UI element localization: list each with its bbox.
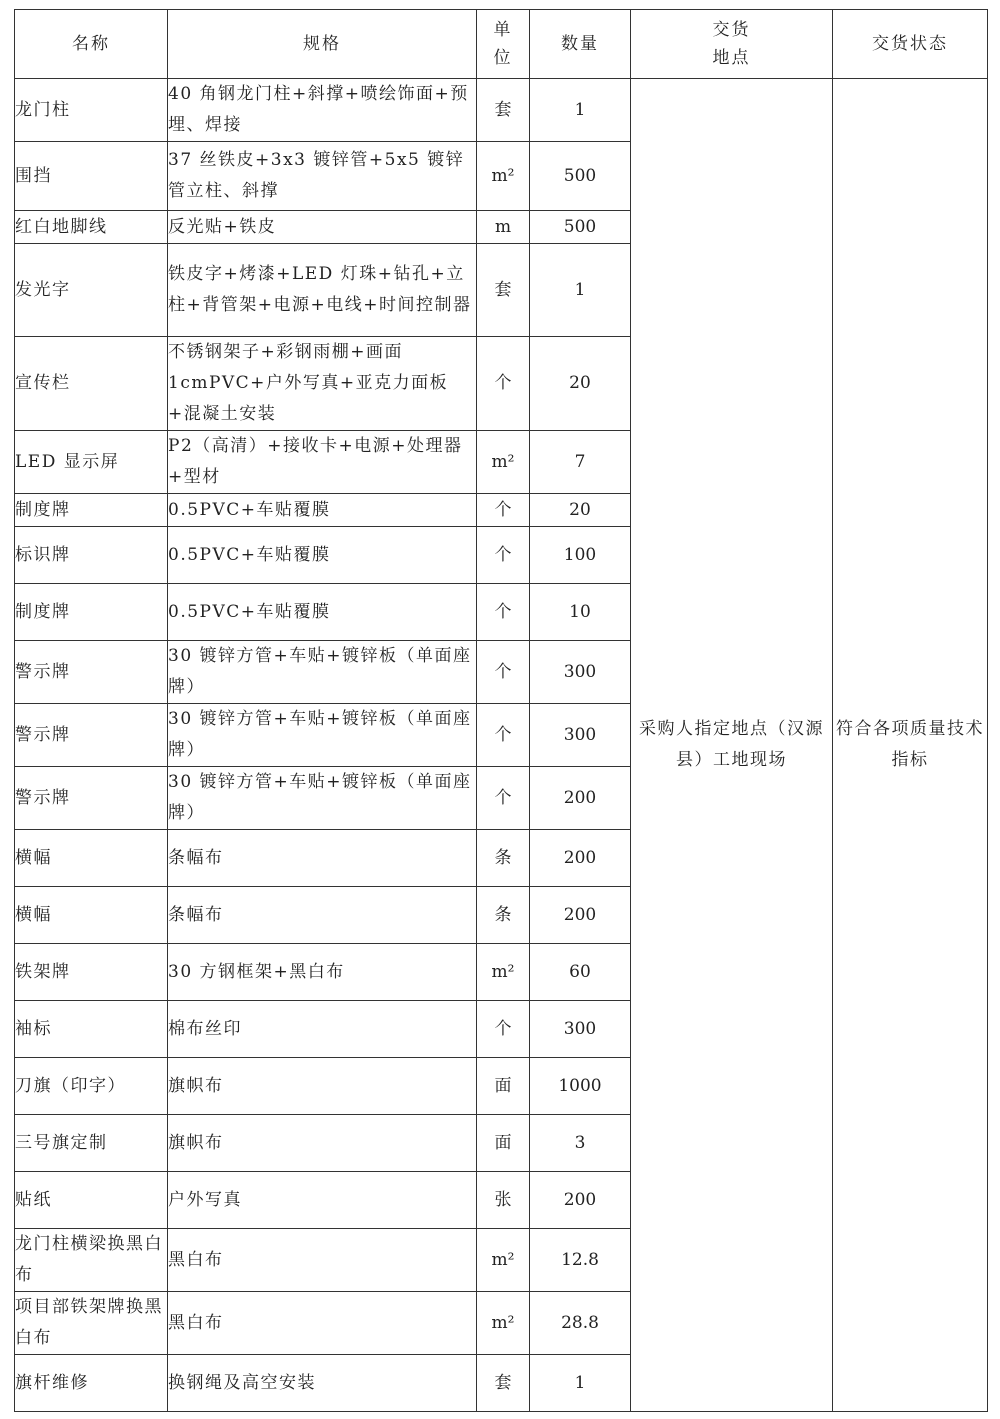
item-unit: 套 <box>477 1355 530 1412</box>
item-unit: 条 <box>477 887 530 944</box>
item-unit: m <box>477 211 530 244</box>
item-spec: 30 镀锌方管+车贴+镀锌板（单面座牌） <box>168 704 477 767</box>
item-spec: 0.5PVC+车贴覆膜 <box>168 494 477 527</box>
item-spec: 30 方钢框架+黑白布 <box>168 944 477 1001</box>
item-spec: 40 角钢龙门柱+斜撑+喷绘饰面+预埋、焊接 <box>168 79 477 142</box>
item-quantity: 200 <box>530 830 631 887</box>
item-quantity: 28.8 <box>530 1292 631 1355</box>
item-quantity: 20 <box>530 337 631 431</box>
item-name: 制度牌 <box>15 584 168 641</box>
header-name: 名称 <box>15 10 168 79</box>
item-spec: 反光贴+铁皮 <box>168 211 477 244</box>
header-place-line2: 地点 <box>712 48 751 68</box>
delivery-table <box>14 9 988 1412</box>
item-name: 红白地脚线 <box>15 211 168 244</box>
item-quantity: 300 <box>530 641 631 704</box>
item-spec: 37 丝铁皮+3x3 镀锌管+5x5 镀锌管立柱、斜撑 <box>168 142 477 211</box>
item-spec: 条幅布 <box>168 887 477 944</box>
item-unit: 个 <box>477 527 530 584</box>
item-unit: m² <box>477 1229 530 1292</box>
item-quantity: 7 <box>530 431 631 494</box>
item-name: 横幅 <box>15 830 168 887</box>
item-unit: m² <box>477 944 530 1001</box>
item-quantity: 3 <box>530 1115 631 1172</box>
item-name: 龙门柱横梁换黑白布 <box>15 1229 168 1292</box>
item-name: 警示牌 <box>15 641 168 704</box>
header-place-line1: 交货 <box>712 20 751 40</box>
item-spec: 旗帜布 <box>168 1058 477 1115</box>
header-unit-line2: 位 <box>493 48 513 68</box>
item-unit: 个 <box>477 704 530 767</box>
item-name: 警示牌 <box>15 704 168 767</box>
item-quantity: 300 <box>530 1001 631 1058</box>
item-name: 刀旗（印字） <box>15 1058 168 1115</box>
item-quantity: 500 <box>530 211 631 244</box>
item-quantity: 1 <box>530 1355 631 1412</box>
header-place <box>631 10 833 79</box>
item-unit: 个 <box>477 641 530 704</box>
item-name: LED 显示屏 <box>15 431 168 494</box>
item-unit: 面 <box>477 1115 530 1172</box>
item-spec: 0.5PVC+车贴覆膜 <box>168 584 477 641</box>
item-unit: 个 <box>477 767 530 830</box>
item-quantity: 200 <box>530 1172 631 1229</box>
delivery-place: 采购人指定地点（汉源县）工地现场 <box>631 79 833 1412</box>
item-name: 项目部铁架牌换黑白布 <box>15 1292 168 1355</box>
item-name: 警示牌 <box>15 767 168 830</box>
item-unit: 面 <box>477 1058 530 1115</box>
item-quantity: 200 <box>530 767 631 830</box>
item-name: 袖标 <box>15 1001 168 1058</box>
header-unit-line1: 单 <box>493 20 513 40</box>
item-spec: 换钢绳及高空安装 <box>168 1355 477 1412</box>
item-unit: 个 <box>477 337 530 431</box>
item-unit: 套 <box>477 244 530 337</box>
item-quantity: 1000 <box>530 1058 631 1115</box>
item-unit: m² <box>477 142 530 211</box>
item-spec: 黑白布 <box>168 1229 477 1292</box>
item-spec: P2（高清）+接收卡+电源+处理器+型材 <box>168 431 477 494</box>
item-spec: 铁皮字+烤漆+LED 灯珠+钻孔+立柱+背管架+电源+电线+时间控制器 <box>168 244 477 337</box>
header-qty: 数量 <box>530 10 631 79</box>
item-name: 制度牌 <box>15 494 168 527</box>
item-unit: 个 <box>477 494 530 527</box>
item-quantity: 300 <box>530 704 631 767</box>
item-spec: 30 镀锌方管+车贴+镀锌板（单面座牌） <box>168 767 477 830</box>
item-unit: 个 <box>477 1001 530 1058</box>
item-spec: 30 镀锌方管+车贴+镀锌板（单面座牌） <box>168 641 477 704</box>
table-row <box>15 79 988 142</box>
item-spec: 条幅布 <box>168 830 477 887</box>
header-spec: 规格 <box>168 10 477 79</box>
item-quantity: 200 <box>530 887 631 944</box>
item-quantity: 100 <box>530 527 631 584</box>
item-spec: 户外写真 <box>168 1172 477 1229</box>
item-name: 三号旗定制 <box>15 1115 168 1172</box>
header-unit <box>477 10 530 79</box>
item-quantity: 12.8 <box>530 1229 631 1292</box>
item-spec: 0.5PVC+车贴覆膜 <box>168 527 477 584</box>
delivery-status: 符合各项质量技术指标 <box>833 79 988 1412</box>
item-spec: 棉布丝印 <box>168 1001 477 1058</box>
item-unit: 套 <box>477 79 530 142</box>
item-name: 围挡 <box>15 142 168 211</box>
item-name: 龙门柱 <box>15 79 168 142</box>
item-spec: 黑白布 <box>168 1292 477 1355</box>
item-quantity: 20 <box>530 494 631 527</box>
header-row <box>15 10 988 79</box>
item-name: 旗杆维修 <box>15 1355 168 1412</box>
item-unit: m² <box>477 431 530 494</box>
item-spec: 旗帜布 <box>168 1115 477 1172</box>
item-name: 横幅 <box>15 887 168 944</box>
item-quantity: 10 <box>530 584 631 641</box>
item-name: 标识牌 <box>15 527 168 584</box>
table-body <box>15 79 988 1412</box>
item-name: 宣传栏 <box>15 337 168 431</box>
item-name: 发光字 <box>15 244 168 337</box>
item-quantity: 60 <box>530 944 631 1001</box>
item-unit: 张 <box>477 1172 530 1229</box>
item-spec: 不锈钢架子+彩钢雨棚+画面1cmPVC+户外写真+亚克力面板+混凝土安装 <box>168 337 477 431</box>
item-quantity: 1 <box>530 79 631 142</box>
item-name: 铁架牌 <box>15 944 168 1001</box>
item-unit: 条 <box>477 830 530 887</box>
item-quantity: 1 <box>530 244 631 337</box>
header-status: 交货状态 <box>833 10 988 79</box>
item-unit: m² <box>477 1292 530 1355</box>
item-unit: 个 <box>477 584 530 641</box>
item-quantity: 500 <box>530 142 631 211</box>
item-name: 贴纸 <box>15 1172 168 1229</box>
